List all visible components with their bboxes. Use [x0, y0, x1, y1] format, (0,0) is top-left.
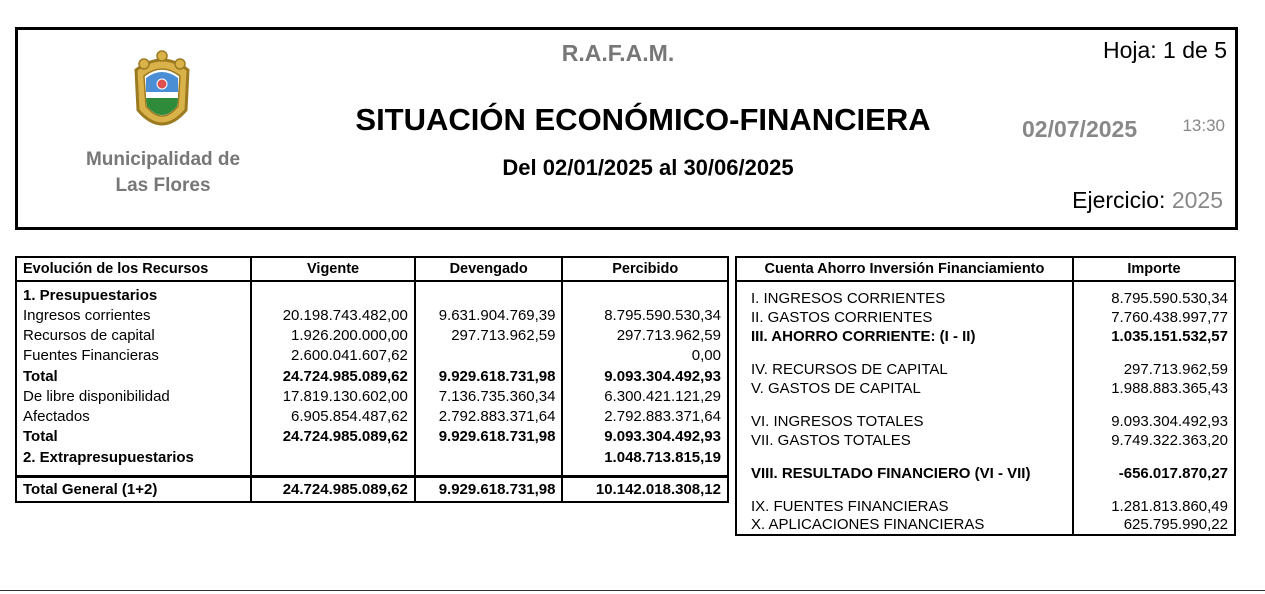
table-row: [736, 379, 1235, 398]
vigente-cell: 24.724.985.089,62: [251, 366, 415, 386]
table-row: [736, 431, 1235, 450]
row-label: V. GASTOS DE CAPITAL: [736, 379, 1073, 398]
report-header: [15, 27, 1238, 230]
percibido-cell: 9.093.304.492,93: [562, 427, 728, 447]
row-label: Total: [16, 366, 251, 386]
row-label: VI. INGRESOS TOTALES: [736, 412, 1073, 431]
municipality-line-2: Las Flores: [115, 175, 211, 196]
row-label: Afectados: [16, 406, 251, 426]
page-bottom-rule: [0, 590, 1265, 591]
table-row: [736, 308, 1235, 327]
column-header-resources: Evolución de los Recursos: [16, 257, 251, 281]
fiscal-year-label: Ejercicio:: [1072, 187, 1166, 213]
row-label: VIII. RESULTADO FINANCIERO (VI - VII): [736, 464, 1073, 483]
devengado-cell: 7.136.735.360,34: [415, 386, 563, 406]
importe-cell: 9.749.322.363,20: [1073, 431, 1235, 450]
row-label: I. INGRESOS CORRIENTES: [736, 289, 1073, 308]
column-header-account: Cuenta Ahorro Inversión Financiamiento: [736, 257, 1073, 281]
table-row: [16, 386, 728, 406]
importe-cell: 625.795.990,22: [1073, 516, 1235, 535]
section-row: [16, 281, 728, 305]
total-general-row: [16, 476, 728, 502]
importe-cell: 9.093.304.492,93: [1073, 412, 1235, 431]
devengado-cell: 9.929.618.731,98: [415, 366, 563, 386]
table-row: [736, 289, 1235, 308]
table-row: [736, 497, 1235, 516]
devengado-cell: 9.929.618.731,98: [415, 427, 563, 447]
importe-cell: 1.988.883.365,43: [1073, 379, 1235, 398]
row-label: Fuentes Financieras: [16, 346, 251, 366]
table-row: [736, 327, 1235, 346]
vigente-cell: 6.905.854.487,62: [251, 406, 415, 426]
column-header-vigente: Vigente: [251, 257, 415, 281]
table-header-row: [16, 257, 728, 281]
importe-cell: 297.713.962,59: [1073, 360, 1235, 379]
savings-investment-table: [735, 256, 1236, 536]
row-label: IV. RECURSOS DE CAPITAL: [736, 360, 1073, 379]
table-row: [736, 464, 1235, 483]
column-header-percibido: Percibido: [562, 257, 728, 281]
fiscal-year: [1072, 187, 1223, 214]
table-row: [736, 412, 1235, 431]
row-label: IX. FUENTES FINANCIERAS: [736, 497, 1073, 516]
report-period: Del 02/01/2025 al 30/06/2025: [502, 155, 794, 180]
devengado-cell: 9.929.618.731,98: [415, 476, 563, 502]
page-indicator: Hoja: 1 de 5: [1102, 37, 1227, 63]
table-row: [736, 516, 1235, 535]
section-row: [16, 447, 728, 467]
total-row: [16, 427, 728, 447]
devengado-cell: 297.713.962,59: [415, 325, 563, 345]
vigente-cell: 24.724.985.089,62: [251, 427, 415, 447]
municipality-name: [58, 147, 268, 199]
municipal-crest-icon: [126, 48, 198, 138]
percibido-cell: 6.300.421.121,29: [562, 386, 728, 406]
importe-cell: 1.281.813.860,49: [1073, 497, 1235, 516]
row-label: II. GASTOS CORRIENTES: [736, 308, 1073, 327]
percibido-cell: 9.093.304.492,93: [562, 366, 728, 386]
system-name: R.A.F.A.M.: [561, 40, 675, 66]
section-label: 2. Extrapresupuestarios: [16, 447, 251, 467]
importe-cell: -656.017.870,27: [1073, 464, 1235, 483]
fiscal-year-value: 2025: [1171, 187, 1223, 213]
row-label: Recursos de capital: [16, 325, 251, 345]
percibido-cell: 2.792.883.371,64: [562, 406, 728, 426]
percibido-cell: 1.048.713.815,19: [562, 447, 728, 467]
report-time: 13:30: [1182, 116, 1225, 135]
section-label: 1. Presupuestarios: [16, 281, 251, 305]
municipality-line-1: Municipalidad de: [85, 149, 241, 170]
table-row: [16, 305, 728, 325]
row-label: Ingresos corrientes: [16, 305, 251, 325]
separator-row: [16, 467, 728, 476]
devengado-cell: [415, 346, 563, 366]
percibido-cell: 0,00: [562, 346, 728, 366]
importe-cell: 8.795.590.530,34: [1073, 289, 1235, 308]
devengado-cell: 9.631.904.769,39: [415, 305, 563, 325]
row-label: X. APLICACIONES FINANCIERAS: [736, 516, 1073, 535]
row-label: De libre disponibilidad: [16, 386, 251, 406]
row-label: VII. GASTOS TOTALES: [736, 431, 1073, 450]
table-row: [16, 346, 728, 366]
vigente-cell: 24.724.985.089,62: [251, 476, 415, 502]
percibido-cell: 297.713.962,59: [562, 325, 728, 345]
report-date: 02/07/2025: [1022, 116, 1138, 142]
column-header-importe: Importe: [1073, 257, 1235, 281]
row-label: Total General (1+2): [16, 476, 251, 502]
importe-cell: 7.760.438.997,77: [1073, 308, 1235, 327]
devengado-cell: 2.792.883.371,64: [415, 406, 563, 426]
report-title: SITUACIÓN ECONÓMICO-FINANCIERA: [355, 102, 931, 137]
percibido-cell: 10.142.018.308,12: [562, 476, 728, 502]
table-row: [16, 406, 728, 426]
table-header-row: [736, 257, 1235, 281]
table-row: [736, 360, 1235, 379]
vigente-cell: 1.926.200.000,00: [251, 325, 415, 345]
vigente-cell: 17.819.130.602,00: [251, 386, 415, 406]
column-header-devengado: Devengado: [415, 257, 563, 281]
row-label: Total: [16, 427, 251, 447]
row-label: III. AHORRO CORRIENTE: (I - II): [736, 327, 1073, 346]
vigente-cell: 2.600.041.607,62: [251, 346, 415, 366]
vigente-cell: 20.198.743.482,00: [251, 305, 415, 325]
importe-cell: 1.035.151.532,57: [1073, 327, 1235, 346]
table-row: [16, 325, 728, 345]
total-row: [16, 366, 728, 386]
percibido-cell: 8.795.590.530,34: [562, 305, 728, 325]
resources-table: [15, 256, 729, 503]
